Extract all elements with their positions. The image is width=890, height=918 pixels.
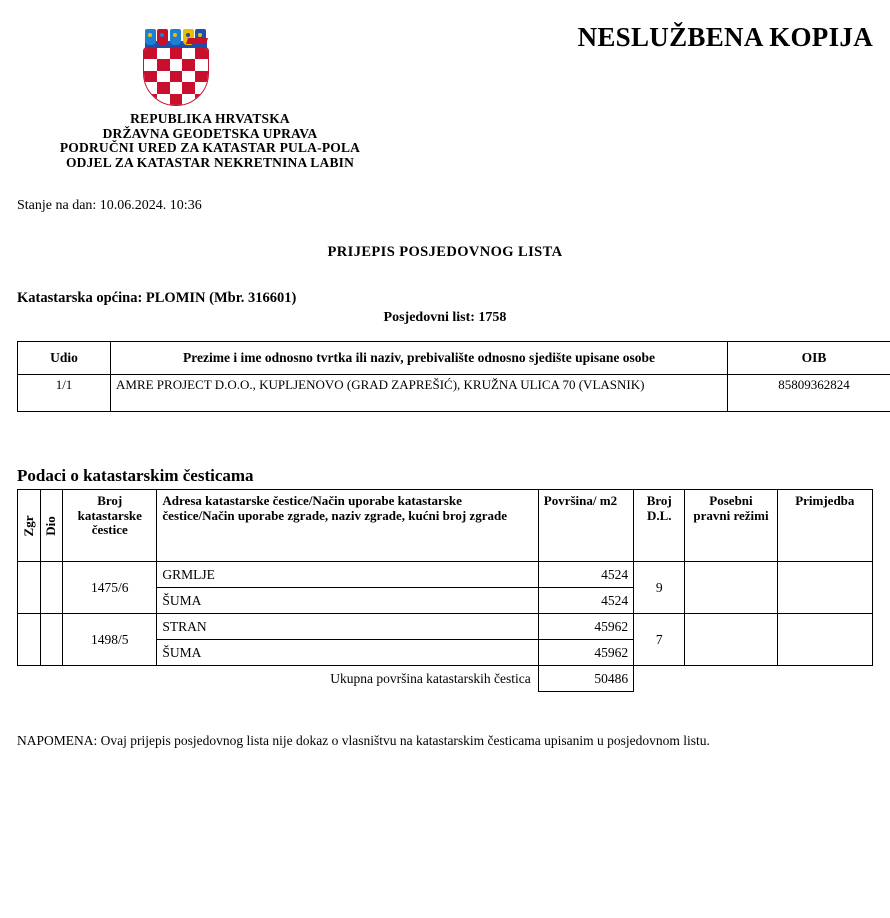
parcel-header-povrsina: Površina/ m2 <box>538 490 633 562</box>
table-row <box>18 375 890 412</box>
owner-table <box>17 341 890 412</box>
crown-dot-3 <box>173 33 177 37</box>
crown-shield-3 <box>170 29 181 45</box>
parcel-header-broj: Broj katastarske čestice <box>63 490 157 562</box>
parcel-header-dl: Broj D.L. <box>634 490 685 562</box>
parcel-cell-dl: 7 <box>634 614 685 666</box>
parcel-cell-dio <box>40 614 63 666</box>
footer-note: NAPOMENA: Ovaj prijepis posjedovnog lista nije dokaz o vlasništvu na katastarskim česticama upisanim u posjedovnom listu. <box>17 733 710 748</box>
crown-dot-5 <box>198 33 202 37</box>
authority-block <box>0 112 420 170</box>
status-date: Stanje na dan: 10.06.2024. 10:36 <box>17 198 202 213</box>
parcel-cell-broj: 1475/6 <box>63 562 157 614</box>
parcel-cell-broj: 1498/5 <box>63 614 157 666</box>
parcel-total-label: Ukupna površina katastarskih čestica <box>330 670 531 686</box>
parcel-cell-adresa-sub: ŠUMA <box>157 640 538 666</box>
parcel-total-spacer-dl <box>634 666 685 692</box>
crown-dot-4 <box>186 33 190 37</box>
parcel-cell-zgr <box>18 562 41 614</box>
parcel-header-zgr: Zgr <box>18 490 41 562</box>
parcel-header-adresa: Adresa katastarske čestice/Način uporabe katastarske čestice/Način uporabe zgrade, naziv zgrade, kućni broj zgrade <box>157 490 538 562</box>
parcel-cell-povrsina-main: 4524 <box>538 562 633 588</box>
crown-shield-1 <box>145 29 156 45</box>
parcel-header-dio: Dio <box>40 490 63 562</box>
owner-cell-oib: 85809362824 <box>728 375 890 412</box>
parcel-table-header-row <box>18 490 873 562</box>
page-title: PRIJEPIS POSJEDOVNOG LISTA <box>327 244 563 260</box>
authority-line-2: DRŽAVNA GEODETSKA UPRAVA <box>102 125 318 141</box>
parcel-cell-primjedba <box>777 562 872 614</box>
parcel-total-spacer-primjedba <box>777 666 872 692</box>
parcel-total-row <box>18 666 873 692</box>
parcel-cell-adresa-main: GRMLJE <box>157 562 538 588</box>
unofficial-copy-watermark: NESLUŽBENA KOPIJA <box>577 22 873 52</box>
owner-header-oib: OIB <box>728 342 890 375</box>
parcel-cell-povrsina-sub: 45962 <box>538 640 633 666</box>
parcel-cell-primjedba <box>777 614 872 666</box>
parcel-cell-adresa-main: STRAN <box>157 614 538 640</box>
parcel-total-value: 50486 <box>538 666 633 692</box>
parcel-header-primjedba: Primjedba <box>777 490 872 562</box>
parcel-section-heading: Podaci o katastarskim česticama <box>17 466 254 485</box>
checkerboard-shield-icon <box>143 47 209 106</box>
parcel-cell-zgr <box>18 614 41 666</box>
parcel-table <box>17 489 873 692</box>
parcel-cell-dio <box>40 562 63 614</box>
authority-line-4: ODJEL ZA KATASTAR NEKRETNINA LABIN <box>65 154 355 170</box>
parcel-cell-rezimi <box>685 614 777 666</box>
parcel-cell-dl: 9 <box>634 562 685 614</box>
authority-line-1: REPUBLIKA HRVATSKA <box>130 111 290 126</box>
parcel-cell-povrsina-sub: 4524 <box>538 588 633 614</box>
authority-line-3: PODRUČNI URED ZA KATASTAR PULA-POLA <box>59 140 361 155</box>
parcel-cell-rezimi <box>685 562 777 614</box>
owner-table-header-row <box>18 342 890 375</box>
owner-cell-name: AMRE PROJECT D.O.O., KUPLJENOVO (GRAD ZAPREŠIĆ), KRUŽNA ULICA 70 (VLASNIK) <box>111 375 728 412</box>
parcel-cell-adresa-sub: ŠUMA <box>157 588 538 614</box>
table-row <box>18 562 873 588</box>
parcel-cell-povrsina-main: 45962 <box>538 614 633 640</box>
parcel-header-rezimi: Posebni pravni režimi <box>685 490 777 562</box>
crown-red-stripe <box>186 38 208 44</box>
crown-shield-2 <box>157 29 168 45</box>
owner-header-name: Prezime i ime odnosno tvrtka ili naziv, prebivalište odnosno sjedište upisane osobe <box>111 342 728 375</box>
checkerboard-pattern <box>144 48 208 105</box>
possession-sheet-number: Posjedovni list: 1758 <box>383 310 507 325</box>
crown-dot-1 <box>148 33 152 37</box>
owner-cell-udio: 1/1 <box>18 375 111 412</box>
table-row <box>18 614 873 640</box>
parcel-total-spacer-rezimi <box>685 666 777 692</box>
crown-icon <box>145 28 207 49</box>
croatian-coat-of-arms-icon <box>143 28 209 106</box>
cadastral-municipality: Katastarska općina: PLOMIN (Mbr. 316601) <box>17 290 297 306</box>
owner-header-udio: Udio <box>18 342 111 375</box>
crown-dot-2 <box>160 33 164 37</box>
